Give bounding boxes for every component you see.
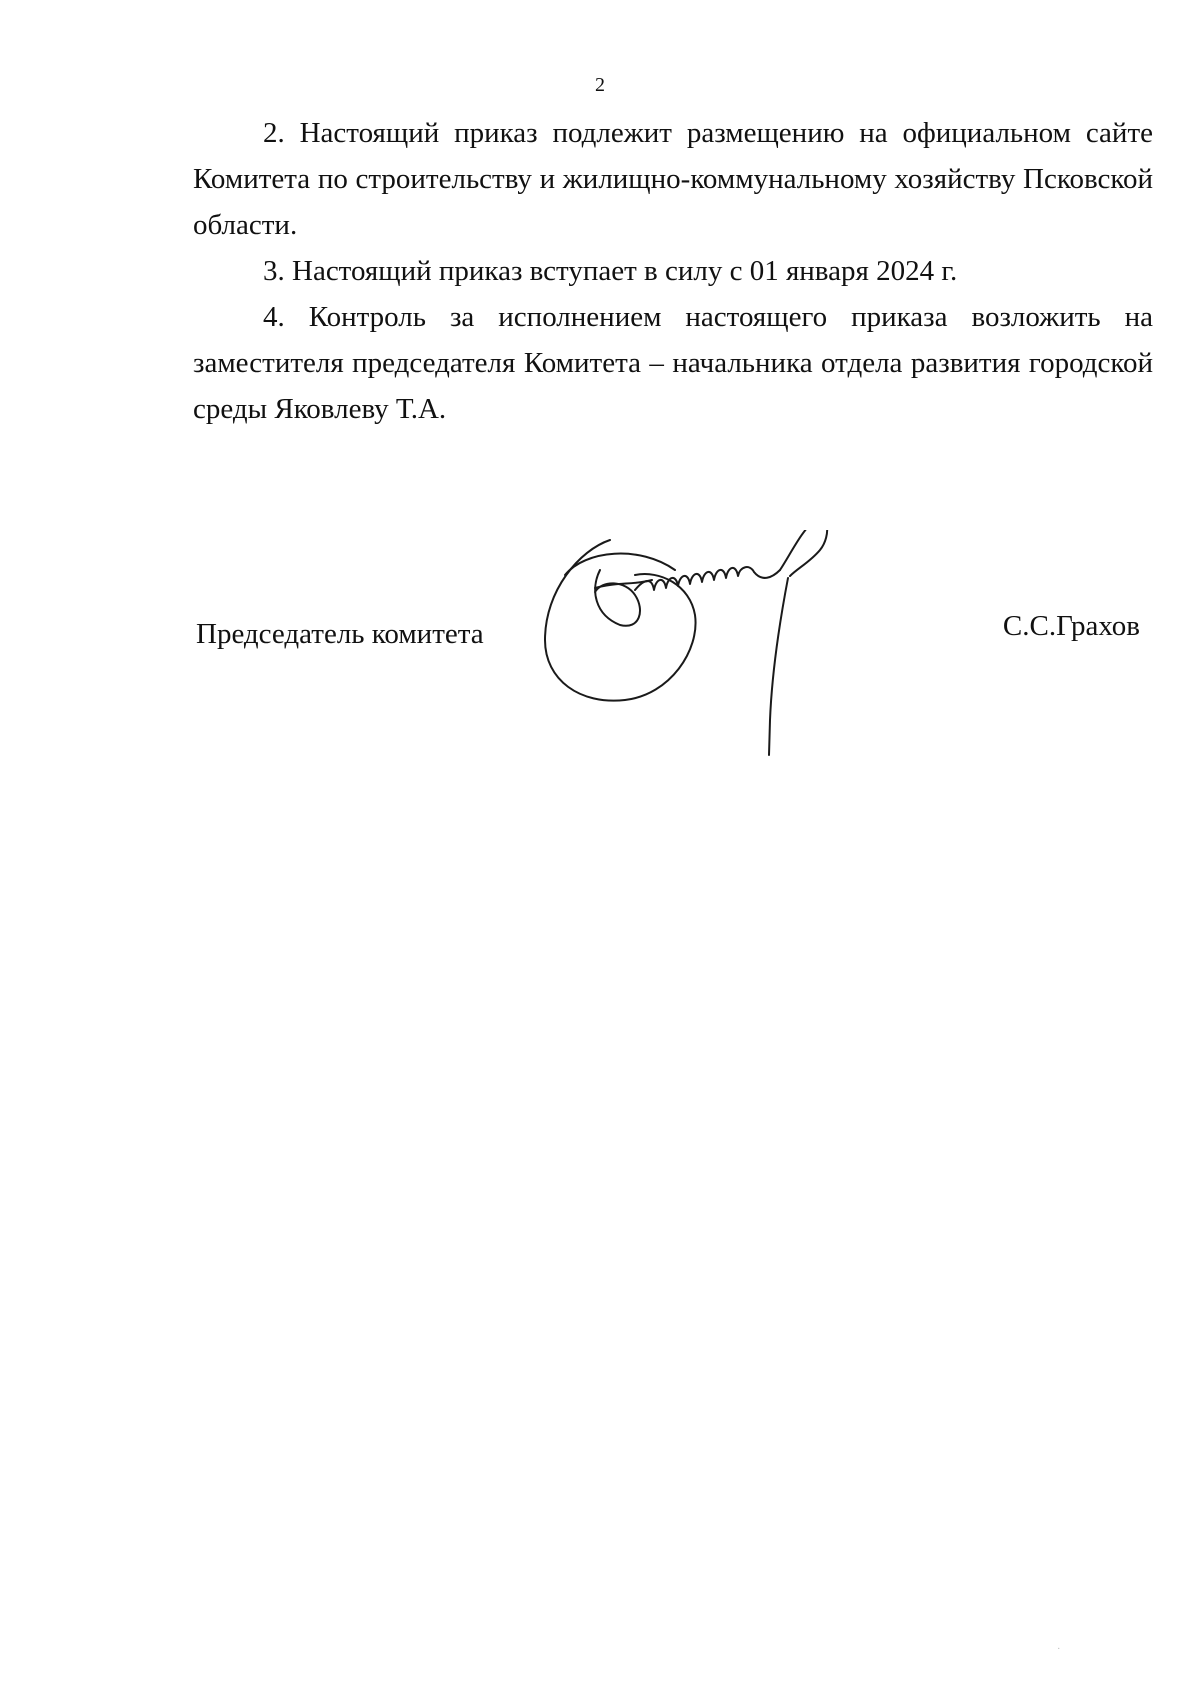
document-body [193,110,1153,432]
paragraph-publication: 2. Настоящий приказ подлежит размещению на официальном сайте Комитета по строительству и жилищно-коммунальному хозяйству Псковской области. [193,117,1153,241]
handwritten-signature [540,530,900,770]
signer-title: Председатель комитета [196,618,484,650]
signature-block [0,530,1200,770]
signer-name: С.С.Грахов [1002,610,1140,642]
paragraph-control: 4. Контроль за исполнением настоящего приказа возложить на заместителя председателя Комитета – начальника отдела развития городской среды Яковлеву Т.А. [193,301,1153,425]
page-number: 2 [595,74,605,96]
scan-artifact: . [1057,1641,1060,1652]
paragraph-effective-date: 3. Настоящий приказ вступает в силу с 01 января 2024 г. [263,255,958,287]
